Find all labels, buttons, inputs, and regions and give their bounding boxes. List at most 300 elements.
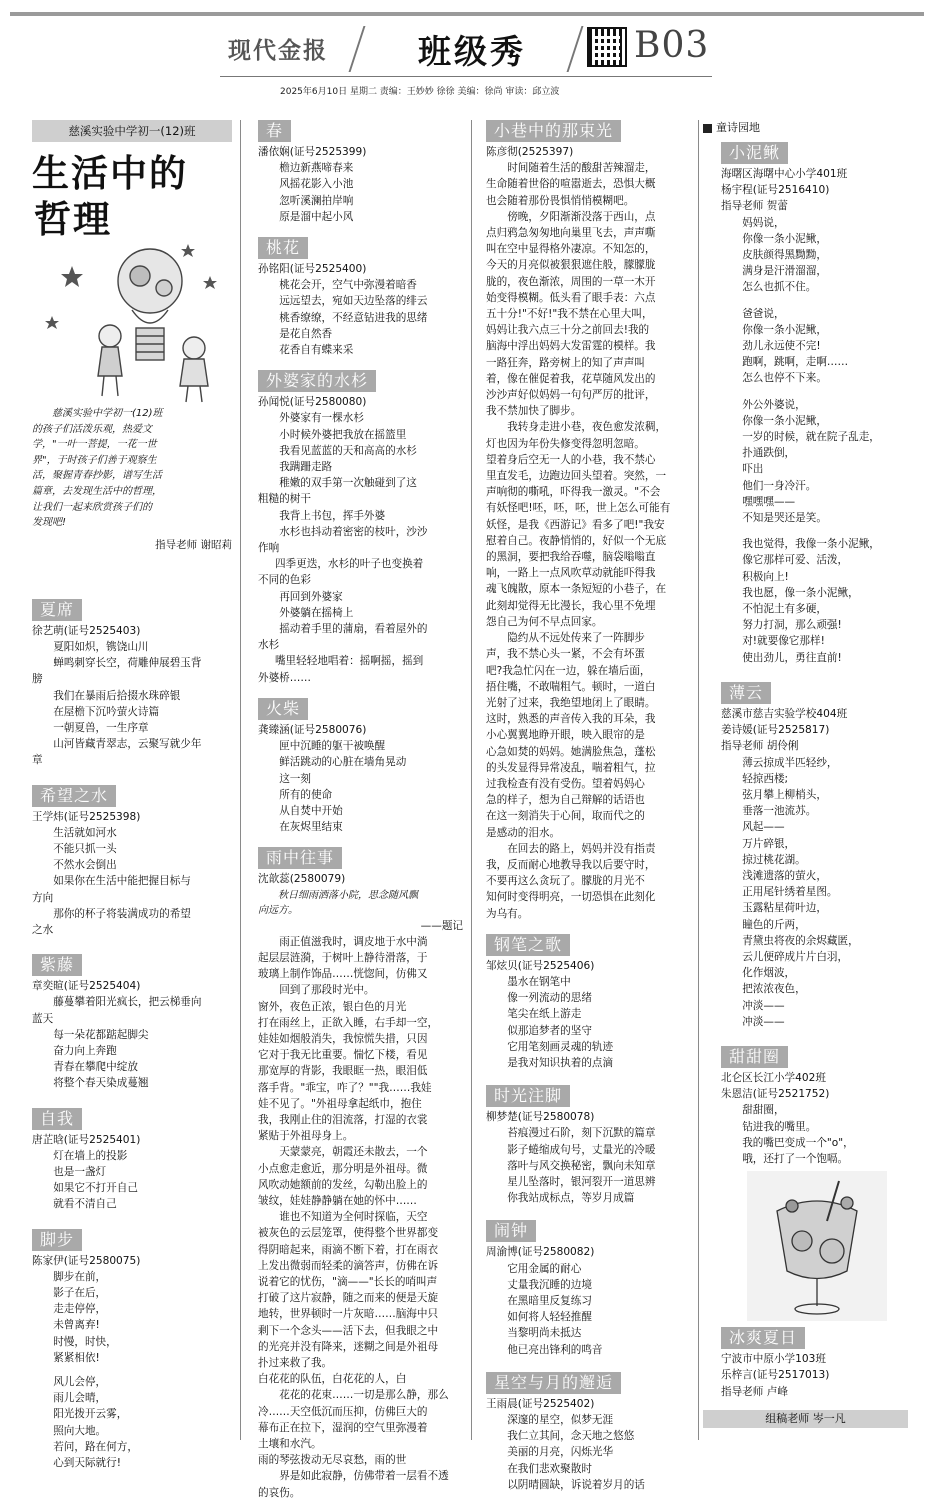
poem-line: 努力打洞，那么顽强! <box>742 619 842 632</box>
byline: 王雨晨(证号2525402) <box>486 1397 595 1410</box>
poem-line: 在灰烬里结束 <box>279 821 343 834</box>
poem-line: 我看见蓝蓝的天和高高的水杉 <box>279 444 417 457</box>
paragraph-line: 界是如此寂静，仿佛带着一层看不透 <box>279 1470 449 1483</box>
poem-line <box>721 296 908 306</box>
paragraph-line: 捂住嘴，不敢喘粗气。顿时，一道白 <box>486 680 656 693</box>
poem-line: 章 <box>32 754 43 767</box>
section-gap <box>258 835 463 841</box>
poem-line: 玉露粘星荷叶边， <box>742 902 827 915</box>
poem-line: 青黛虫将夜的余烬藏匿， <box>742 934 859 947</box>
intro-line: 发现吧! <box>32 517 67 529</box>
masthead-rule <box>220 76 712 77</box>
poem-line: 忽听溪澜拍岸响 <box>279 194 354 207</box>
poem-line: 生活就如河水 <box>53 826 117 839</box>
poem-body <box>258 738 463 835</box>
poem-line: 它用笔刻画灵魂的轨迹 <box>507 1040 614 1053</box>
section-gap <box>486 1206 694 1214</box>
poem-line <box>32 1366 232 1374</box>
poem-line: 灯在墙上的投影 <box>53 1149 128 1162</box>
byline: 潘依娴(证号2525399) <box>258 146 367 158</box>
poem-line: 我的嘴巴变成一个"o"， <box>742 1136 854 1149</box>
poem-line: 垂落一池流苏。 <box>742 805 817 818</box>
paragraph-line: 娃不见了。"外祖母拿起纸巾，抱住 <box>258 1097 422 1110</box>
poem-line: 嘴里轻轻地唱着：摇啊摇，摇到 <box>274 655 424 668</box>
byline: 邹炫贝(证号2525406) <box>486 959 595 972</box>
poem-line: 再回到外婆家 <box>279 590 343 603</box>
paragraph-line: 白花花的队伍，白花花的人，白 <box>258 1373 407 1386</box>
poem-line: 如果你在生活中能把握目标与 <box>53 875 191 888</box>
paragraph-line: 不要再这么贪玩了。朦胧的月光不 <box>486 875 645 888</box>
feature-title-line2: 哲理 <box>34 197 112 241</box>
poem-body <box>486 974 694 1071</box>
intro-line: 篇章，去发现生活中的哲理， <box>32 485 162 497</box>
poem-body <box>32 1148 232 1213</box>
poem-line: 不然水会倒出 <box>53 859 117 872</box>
poem-line: 远远望去，宛如天边坠落的绯云 <box>279 295 428 308</box>
byline: 陈彦彻(2525397) <box>486 146 574 158</box>
paragraph-line: 得阴暗起来，雨滴不断下着，打在雨衣 <box>258 1243 439 1256</box>
poem-title: 薄云 <box>721 682 771 704</box>
poem-line: 我背上书包，挥手外婆 <box>279 509 386 522</box>
byline: 周渝博(证号2580082) <box>486 1246 595 1259</box>
poem-line: 掠过桃花湖。 <box>742 853 806 866</box>
paragraph-line: 我不禁加快了脚步。 <box>486 405 582 418</box>
paragraph-line: 玻璃上制作饰品……恍惚间，仿佛又 <box>258 968 428 981</box>
poem-title: 甜甜圈 <box>721 1046 788 1068</box>
paragraph-line: 这时，熟悉的声音传入我的耳朵，我 <box>486 713 656 726</box>
poem-line: 桃香缭缭，不经意钻进我的思绪 <box>279 311 428 324</box>
paragraph-line: 点归鸦急匆匆地向巢里飞去，声声嘶 <box>486 227 656 240</box>
poem-line: 美丽的月亮，闪烁光华 <box>507 1446 614 1459</box>
poem-line: 匣中沉睡的躯干被唤醒 <box>279 740 386 753</box>
paragraph-line: 谁也不知道为全何时探临，天空 <box>279 1211 428 1224</box>
epigraph-line: 向远方。 <box>258 905 298 917</box>
poem-line: 照向大地。 <box>53 1424 107 1437</box>
paragraph-line: 妖怪，是我《西游记》看多了吧!"我安 <box>486 518 665 531</box>
paragraph-line: 魂飞魄散，原本一条短短的小巷子，在 <box>486 583 667 596</box>
poem-line: 当黎明尚未抵达 <box>507 1327 582 1340</box>
poem-line: 在屋檐下沉吟萤火诗篇 <box>53 705 160 718</box>
poem-line: 外婆桥…… <box>258 671 311 684</box>
poem-line: 冲淡—— <box>742 1015 785 1028</box>
school-line: 海曙区海曙中心小学401班 <box>721 168 848 180</box>
paragraph-line: 打在雨丝上，正欲入睡，右手却一空， <box>258 1016 439 1029</box>
paragraph-line: 剩下一个念头——活下去，但我眼之中 <box>258 1324 439 1337</box>
intro-line: 学，"一叶一菩提，一花一世 <box>32 439 157 451</box>
paragraph-line: 今天的月亮似被狠狠遮住般，朦朦胧 <box>486 259 656 272</box>
poem-line: 鲜活跳动的心脏在墙角晃动 <box>279 756 407 769</box>
paragraph-line: 上发出微弱而轻柔的滴答声，仿佛在诉 <box>258 1259 439 1272</box>
intro-line: 让我们一起来欣赏孩子们的 <box>32 501 152 513</box>
poem-line: 丈量我沉睡的边境 <box>507 1278 592 1291</box>
paragraph-line: 怨自己为何不早点回家。 <box>486 615 603 628</box>
paragraph-line: 是感动的泪水。 <box>486 826 561 839</box>
poem-line: 像它那样可爱、活泼， <box>742 554 849 567</box>
poem-section <box>721 682 908 1030</box>
poem-line: 方向 <box>32 891 54 904</box>
dateline: 2025年6月10日 星期二 责编：王妙妙 徐徐 美编：徐尚 审读：邱立波 <box>280 87 560 97</box>
school-line: 慈溪市慈吉实验学校404班 <box>721 707 848 720</box>
poem-line: 夏阳如炽，镌饶山川 <box>53 640 149 653</box>
column-rule <box>240 120 241 1440</box>
poem-line: 正用尾针绣着星图。 <box>742 886 838 899</box>
section-gap <box>703 1400 908 1410</box>
paragraph-line: 在回去的路上，妈妈并没有指责 <box>507 842 656 855</box>
paragraph-line: 时间随着生活的酸甜苦辣溜走， <box>507 162 656 175</box>
poem-line: 不同的色彩 <box>258 574 311 587</box>
paragraph-line: 妈妈让我六点三十分之前回去!我的 <box>486 324 650 337</box>
paragraph-line: 生命随着世俗的喧嚣逝去，恐惧大概 <box>486 178 656 191</box>
poem-line: 四季更迭，水杉的叶子也变换着 <box>274 558 424 571</box>
poem-line: 我仁立其间，念天地之悠悠 <box>507 1430 635 1443</box>
poem-title: 自我 <box>32 1108 82 1130</box>
poem-line: 摇动着手里的蒲扇，看着屋外的 <box>279 623 428 636</box>
section-gap <box>32 938 232 948</box>
paragraph-line: 雨正值滋我时，调皮地于水中淌 <box>279 935 428 948</box>
poem-section <box>486 1372 694 1493</box>
poem-body <box>258 277 463 358</box>
poem-line: 从自焚中开始 <box>279 804 343 817</box>
poem-line: 化作烟波， <box>742 967 796 980</box>
class-banner: 慈溪实验中学初一(12)班 <box>32 120 232 142</box>
paragraph-line: 也会随着那份畏惧悄悄模糊吧。 <box>486 194 635 207</box>
poem-section <box>32 785 232 939</box>
paragraph-line: 脑海中浮出妈妈大发雷霆的模样。我 <box>486 340 656 353</box>
poem-line: 水杉也抖动着密密的枝叶，沙沙 <box>279 525 428 538</box>
paragraph-line: 着，像在催促着我，花草随风发出的 <box>486 372 656 385</box>
article-alley <box>486 120 694 922</box>
poem-body <box>721 215 908 666</box>
poem-line: 我也觉得，我像一条小泥鳅， <box>742 538 880 551</box>
poem-line: 外婆家有一棵水杉 <box>279 412 364 425</box>
article-body <box>258 934 463 1501</box>
column-2 <box>258 120 463 1501</box>
editor-credit: 组稿老师 岑一凡 <box>703 1410 908 1428</box>
qr-code-icon <box>587 27 627 67</box>
byline: 孙铭阳(证号2525400) <box>258 263 367 276</box>
paragraph-line: 始变得模糊。低头看了眼手表：六点 <box>486 291 656 304</box>
section-gap <box>32 1471 232 1481</box>
poem-line: 时慢，时快， <box>53 1335 117 1348</box>
poem-line: 落叶与风交换秘密，飘向未知章 <box>507 1159 656 1172</box>
poem-line: 花香自有蝶来采 <box>279 344 354 357</box>
poem-line: 怎么也停不下来。 <box>742 372 827 385</box>
feature-title-line1: 生活中的 <box>32 151 188 195</box>
poem-title: 钢笔之歌 <box>486 934 570 956</box>
poem-line: 使出劲儿，勇往直前! <box>742 651 842 664</box>
column-3 <box>486 120 694 1501</box>
poem-section <box>258 370 463 686</box>
poem-line: 那你的杯子将装满成功的希望 <box>53 907 191 920</box>
poem-line: 像一列流动的思绪 <box>507 992 592 1005</box>
poem-line: 深邃的星空，似梦无涯 <box>507 1414 614 1427</box>
poem-line: 山河皆藏青翠志，云聚写就少年 <box>53 738 202 751</box>
epigraph-tag: ——题记 <box>420 919 463 932</box>
kids-lightbulb-illustration <box>32 236 232 406</box>
poem-section <box>32 599 232 769</box>
paragraph-line: 我，我刚止住的泪流落，打湿的衣裳 <box>258 1113 428 1126</box>
poem-body <box>721 755 908 1030</box>
paragraph-line: 声响彻的嘶吼，吓得我一激灵。"不会 <box>486 486 661 499</box>
poem-line: 风起—— <box>742 821 785 834</box>
poem-body <box>32 639 232 769</box>
intro-line: 慈溪实验中学初一(12)班 <box>52 408 163 419</box>
poem-section <box>258 698 463 835</box>
poem-line: 以阴晴圆缺，诉说着岁月的话 <box>507 1478 645 1491</box>
paragraph-line: 我，反而耐心地教导我以后要守时， <box>486 858 656 871</box>
article-title: 雨中往事 <box>258 847 342 869</box>
paragraph-line: 有妖怪吧!呸，呸，呸，世上怎么可能有 <box>486 502 671 515</box>
paragraph-line: 心急如焚的妈妈。她满脸焦急，蓬松 <box>486 745 656 758</box>
poem-section <box>486 1220 694 1357</box>
section-gap <box>258 225 463 231</box>
poem-line: 哦，还打了一个饱嗝。 <box>742 1152 849 1165</box>
top-rule <box>10 12 924 16</box>
byline: 龚臻涵(证号2580076) <box>258 723 367 736</box>
poem-line: 青春在攀爬中绽放 <box>53 1061 138 1074</box>
paragraph-line: 说着它的忧伤，"滴——"长长的哨叫声 <box>258 1275 438 1288</box>
intro-line: 界"，于时孩子们善于观察生 <box>32 454 157 466</box>
paragraph-line: 此刻却觉得无比漫长，我心里不免埋 <box>486 599 656 612</box>
paragraph-line: 我转身走进小巷，夜色愈发浓稠， <box>507 421 667 434</box>
poem-line: 我也愿，像一条小泥鳅， <box>742 586 859 599</box>
byline: 朱恩洁(证号2521752) <box>721 1088 830 1101</box>
poem-line: 未曾离弃! <box>53 1319 100 1332</box>
article-body <box>486 160 694 922</box>
poem-line: 稚嫩的双手第一次触碰到了这 <box>279 477 417 490</box>
poem-body <box>486 1125 694 1206</box>
poem-line: 把浓浓夜色， <box>742 983 806 996</box>
poem-title: 希望之水 <box>32 785 116 807</box>
poem-line: 一岁的时候，就在院子乱走， <box>742 431 880 444</box>
section-gap <box>721 666 908 676</box>
column-rule <box>471 120 472 1440</box>
byline: 唐芷晗(证号2525401) <box>32 1133 141 1146</box>
section-gap <box>258 358 463 364</box>
poem-line: 影子蜷缩成句号，丈量光的冷暖 <box>507 1143 656 1156</box>
paragraph-line: 声，我不禁心头一紧，不会有坏蛋 <box>486 648 645 661</box>
poem-line: 它用金属的耐心 <box>507 1262 582 1275</box>
intro-line: 活，聚握青春抄影，谱写生活 <box>32 470 162 482</box>
poem-line: 藤蔓攀着阳光疯长，把云梯垂向 <box>53 996 202 1009</box>
poem-line <box>721 526 908 536</box>
poem-body <box>486 1261 694 1358</box>
poem-line: 万片碎银， <box>742 837 796 850</box>
section-gap <box>32 769 232 779</box>
poem-line: 在黑暗里反复练习 <box>507 1295 592 1307</box>
poem-section <box>258 120 463 225</box>
square-bullet-icon <box>703 124 712 133</box>
poem-line: 雨儿会晴， <box>53 1392 107 1405</box>
poem-body <box>721 1102 908 1167</box>
epigraph-line: 秋日细雨洒落小院，思念随风飘 <box>278 889 418 901</box>
poem-line: 妈妈说， <box>742 216 785 229</box>
poem-line: 也是一盏灯 <box>53 1166 107 1179</box>
poem-line: 钻进我的嘴里。 <box>742 1120 817 1133</box>
paragraph-line: 一路狂奔，路旁树上的知了声声叫 <box>486 356 645 369</box>
poem-section <box>721 142 908 666</box>
poem-body <box>32 994 232 1091</box>
poem-line: 水杉 <box>258 639 280 652</box>
poem-line: 风摇花影入小池 <box>279 178 354 191</box>
section-gap <box>258 686 463 692</box>
paragraph-line: 五十分!"不好!"我不禁在心里大叫， <box>486 308 653 321</box>
poem-line: 皮肤颜得黑黝黝， <box>742 249 827 262</box>
masthead-divider <box>567 26 584 72</box>
paragraph-line: 过我检查有没有受伤。望着妈妈心 <box>486 777 645 790</box>
poem-section <box>486 934 694 1071</box>
paragraph-line: 土壤和水汽。 <box>258 1438 322 1450</box>
poem-section <box>721 1046 908 1167</box>
epigraph <box>258 888 463 919</box>
paragraph-line: 的哀伤。 <box>258 1486 301 1499</box>
section-gap <box>486 1071 694 1079</box>
paragraph-line: 娃娃如烟般消失，我惊慌失措，只因 <box>258 1032 428 1045</box>
poem-line: 吓出 <box>742 463 764 476</box>
poem-line: 风儿会停， <box>53 1376 107 1389</box>
poem-line: 不怕泥土有多硬， <box>742 603 827 616</box>
paragraph-line: 起层层涟漪，于树叶上静待滑落，于 <box>258 951 428 964</box>
poem-title: 闹钟 <box>486 1220 536 1242</box>
poem-line: 云儿便碎成片片白羽， <box>742 950 849 963</box>
byline: 王学炜(证号2525398) <box>32 810 141 823</box>
byline: 章奕暄(证号2525404) <box>32 980 141 993</box>
poem-line: 所有的使命 <box>279 788 333 801</box>
poem-line: 这一刻 <box>279 772 311 785</box>
poem-line: 粗糙的树干 <box>258 493 311 506</box>
poem-line: 蓝天 <box>32 1012 54 1025</box>
poem-line: 扑通跌倒， <box>742 447 796 460</box>
paragraph-line: 打破了这片寂静，随之而来的便是天旋 <box>258 1292 439 1305</box>
poem-title: 星空与月的邂逅 <box>486 1372 621 1394</box>
poem-line: 你像一条小泥鳅， <box>742 323 827 336</box>
paragraph-line: 紧贴于外祖母身上。 <box>258 1130 354 1143</box>
paragraph-line: 吧?我急忙闪在一边，躲在墙后面， <box>486 664 651 677</box>
poem-line: 一朝夏兽，一生序章 <box>53 721 149 734</box>
paragraph-line: 花花的花束……一切是那么静，那么 <box>279 1389 449 1402</box>
poem-title: 小泥鳅 <box>721 142 788 164</box>
poem-line: 膀 <box>32 673 43 686</box>
paragraph-line: 幕布正在拉下，湿润的空气里弥漫着 <box>258 1421 428 1434</box>
paragraph-line: 小心翼翼地睁开眼，映入眼帘的是 <box>486 729 645 742</box>
poem-line: 劲儿永远使不完! <box>742 340 821 353</box>
poem-body <box>258 160 463 225</box>
byline: 乐梓言(证号2517013) <box>721 1369 830 1382</box>
poem-line: 跑啊，跳啊，走啊…… <box>742 356 849 369</box>
poem-line: 桃花会开，空气中弥漫着暗香 <box>279 279 417 292</box>
poem-line: 将整个春天染成蔓翘 <box>53 1077 149 1090</box>
poem-line: 冲淡—— <box>742 999 785 1012</box>
poem-title: 紫藤 <box>32 954 82 976</box>
section-header-label: 童诗园地 <box>716 121 760 134</box>
poem-section <box>703 1327 908 1400</box>
intro-paragraph <box>32 406 232 531</box>
paragraph-line: 被灰色的云层笼罩，使得整个世界都变 <box>258 1227 439 1240</box>
poem-line <box>721 387 908 397</box>
column-rule <box>698 120 699 1440</box>
paragraph-line: 天蒙蒙亮，朝霞还未散去，一个 <box>279 1146 428 1159</box>
paragraph-line: 知何时变得明亮，一切恐惧在此刻化 <box>486 891 656 904</box>
poem-line: 你像一条小泥鳅， <box>742 414 827 427</box>
poem-line: 积极向上! <box>742 570 789 583</box>
poem-body <box>32 1269 232 1471</box>
section-gap <box>32 1092 232 1102</box>
paragraph-line: 那宽厚的背影，我眼眶一热，眼泪低 <box>258 1065 428 1078</box>
poem-line: 奋力向上奔跑 <box>53 1045 117 1058</box>
poem-line: 笔尖在纸上游走 <box>507 1008 582 1021</box>
paragraph-line: 冷……天空低沉而压抑，仿佛巨大的 <box>258 1405 428 1418</box>
poem-title: 外婆家的水杉 <box>258 370 376 392</box>
poem-line: 不能只抓一头 <box>53 842 117 855</box>
poem-line: 原是溜中起小风 <box>279 210 354 223</box>
byline: 柳梦楚(证号2580078) <box>486 1111 595 1124</box>
paragraph-line: 隐约从不远处传来了一阵脚步 <box>507 632 645 645</box>
poem-line: 如何将人轻轻推醒 <box>507 1311 592 1324</box>
paragraph-line: 沙沙声好似妈妈一句句严厉的批评， <box>486 389 656 402</box>
poem-body <box>486 1412 694 1493</box>
paragraph-line: 傍晚，夕阳渐渐没落于西山，点 <box>507 210 656 223</box>
paragraph-line: 它对于我无比重要。惴忆下楼，看见 <box>258 1049 428 1062</box>
column-4 <box>703 120 908 1428</box>
poem-line: 心到天际就行! <box>53 1457 121 1470</box>
poem-line: 我们在暴雨后拾掇水珠碎银 <box>53 689 181 702</box>
paragraph-line: 皱纹，娃娃静静躺在她的怀中…… <box>258 1194 417 1207</box>
poem-line: 檐边新燕啼春来 <box>279 162 354 175</box>
poem-title: 春 <box>258 120 291 142</box>
poem-line: 怎么也抓不住。 <box>742 281 817 294</box>
school-line: 宁波市中原小学103班 <box>721 1353 826 1366</box>
paragraph-line: 叫在空中显得格外凄凉。不知怎的， <box>486 243 656 256</box>
paragraph-line: 里直发毛，边跑边回头望着。突然，一 <box>486 470 667 483</box>
poem-line: 浅滩遗落的萤火， <box>742 869 827 882</box>
paragraph-line: 急的样子，想为自己辩解的话语也 <box>486 794 645 807</box>
poem-line: 他已亮出锋利的鸣音 <box>507 1343 603 1356</box>
poem-line: 爸爸说， <box>742 307 785 320</box>
paragraph-line: 雨的琴弦拨动无尽哀愁，雨的世 <box>258 1454 407 1467</box>
paragraph-line: 窗外，夜色正浓，银白色的月光 <box>258 1000 407 1013</box>
paragraph-line: 胧的，夜色渐浓，周围的一草一木开 <box>486 275 656 288</box>
poem-title: 火柴 <box>258 698 308 720</box>
poem-line: 满身是汗滑溜溜， <box>742 265 827 278</box>
paragraph-line: 光射了过来，我绝望地闭上了眼睛。 <box>486 696 656 709</box>
drink-drawing-illustration <box>747 1171 887 1321</box>
byline: 陈家伊(证号2580075) <box>32 1254 141 1267</box>
poem-line: 我蹒跚走路 <box>279 461 333 474</box>
poem-section <box>32 954 232 1091</box>
poem-section <box>32 1229 232 1472</box>
poem-line: 小时候外婆把我放在摇篮里 <box>279 428 407 441</box>
paragraph-line: 响，一路上一点风吹草动就能吓得我 <box>486 567 656 580</box>
poem-line: 每一朵花都踮起脚尖 <box>53 1028 149 1041</box>
paragraph-line: 扑过来救了我。 <box>258 1356 333 1369</box>
poem-line: 作响 <box>258 542 280 555</box>
poem-line: 你像一条小泥鳅， <box>742 232 827 245</box>
poem-line: 你我站成标点，等岁月成篇 <box>507 1192 635 1205</box>
teacher-line: 指导老师 胡伶俐 <box>721 740 799 753</box>
poem-line: 蝉鸣刺穿长空，荷雕伸展碧玉背 <box>53 657 202 670</box>
poem-line: 在我们悲欢聚散时 <box>507 1462 592 1475</box>
poem-line: 似那追梦者的坚守 <box>507 1024 592 1037</box>
page-number: B03 <box>634 25 710 66</box>
poem-title: 冰爽夏日 <box>721 1327 805 1349</box>
poem-line: 如果它不打开自己 <box>53 1182 138 1195</box>
paragraph-line: 风吹动她额前的发丝，勾勒出脸上的 <box>258 1178 428 1191</box>
paragraph-line: 为乌有。 <box>486 907 529 920</box>
article-rain <box>258 847 463 1501</box>
poem-line: 是我对知识执着的点滴 <box>507 1056 614 1069</box>
paragraph-line: 的黑洞，要把我给吞噬，脑袋嗡嗡直 <box>486 551 656 564</box>
section-gap <box>486 1493 694 1501</box>
